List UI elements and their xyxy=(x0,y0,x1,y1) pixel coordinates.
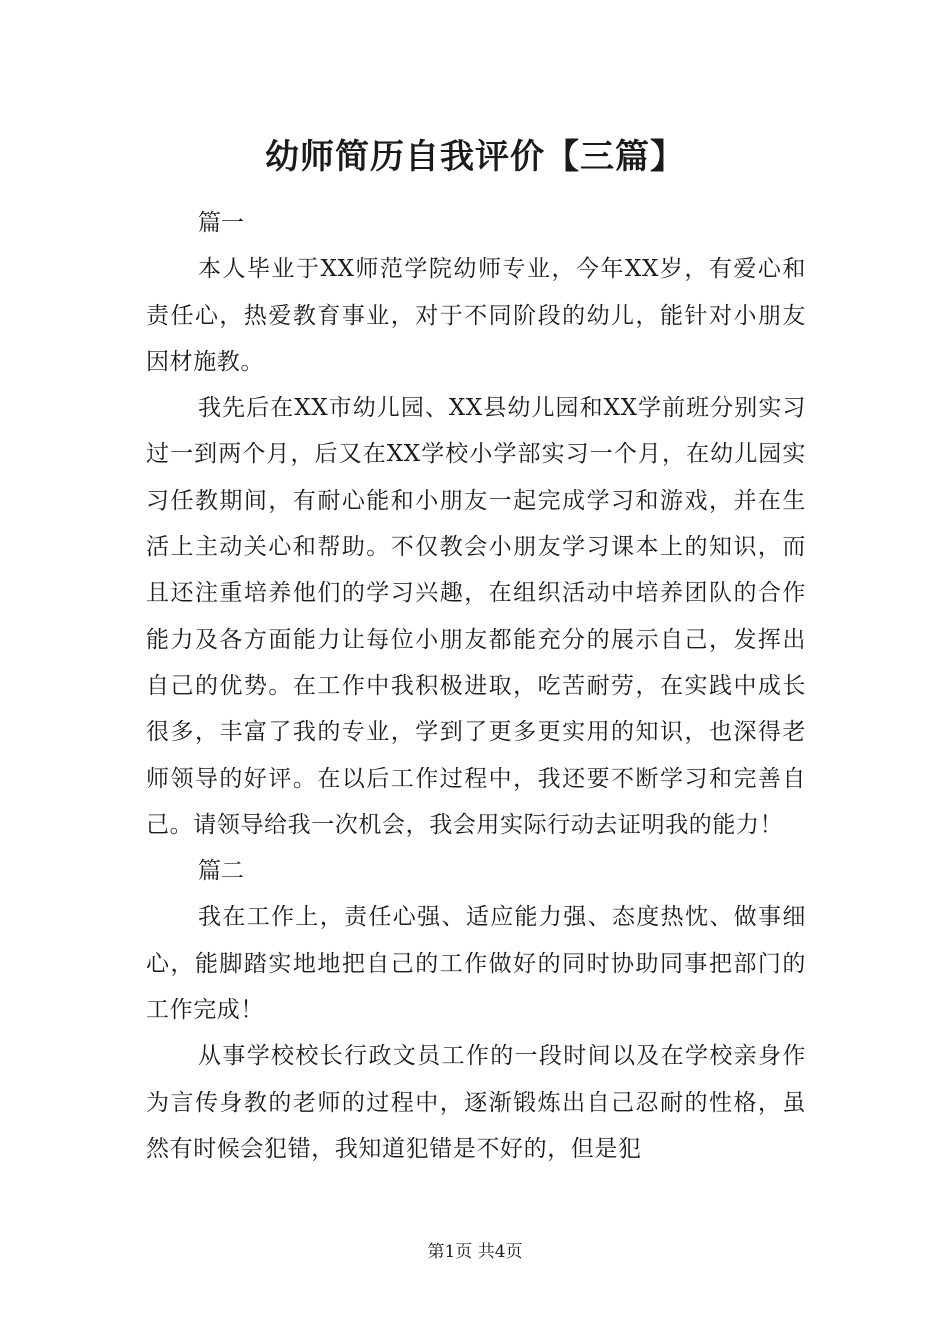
page-number-footer: 第1页 共4页 xyxy=(427,1242,523,1262)
section-heading: 篇二 xyxy=(198,858,244,885)
document-title: 幼师简历自我评价【三篇】 xyxy=(265,137,685,177)
paragraph: 我在工作上，责任心强、适应能力强、态度热忱、做事细心，能脚踏实地地把自己的工作做好的同时协助同事把部门的工作完成！ xyxy=(146,904,806,1024)
paragraph: 从事学校校长行政文员工作的一段时间以及在学校亲身作为言传身教的老师的过程中，逐渐锻炼出自己忍耐的性格，虽然有时候会犯错，我知道犯错是不好的，但是犯 xyxy=(146,1043,806,1162)
paragraph: 本人毕业于XX师范学院幼师专业，今年XX岁，有爱心和责任心，热爱教育事业，对于不同阶段的幼儿，能针对小朋友因材施教。 xyxy=(146,256,806,375)
document-body xyxy=(146,200,806,1172)
paragraph: 我先后在XX市幼儿园、XX县幼儿园和XX学前班分别实习过一到两个月，后又在XX学校小学部实习一个月，在幼儿园实习任教期间，有耐心能和小朋友一起完成学习和游戏，并在生活上主动关心和帮助。不仅教会小朋友学习课本上的知识，而且还注重培养他们的学习兴趣，在组织活动中培养团队的合作能力及各方面能力让每位小朋友都能充分的展示自己，发挥出自己的优势。在工作中我积极进取，吃苦耐劳，在实践中成长很多，丰富了我的专业，学到了更多更实用的知识，也深得老师领导的好评。在以后工作过程中，我还要不断学习和完善自己。请领导给我一次机会，我会用实际行动去证明我的能力！ xyxy=(146,395,806,838)
section-heading: 篇一 xyxy=(198,210,244,236)
